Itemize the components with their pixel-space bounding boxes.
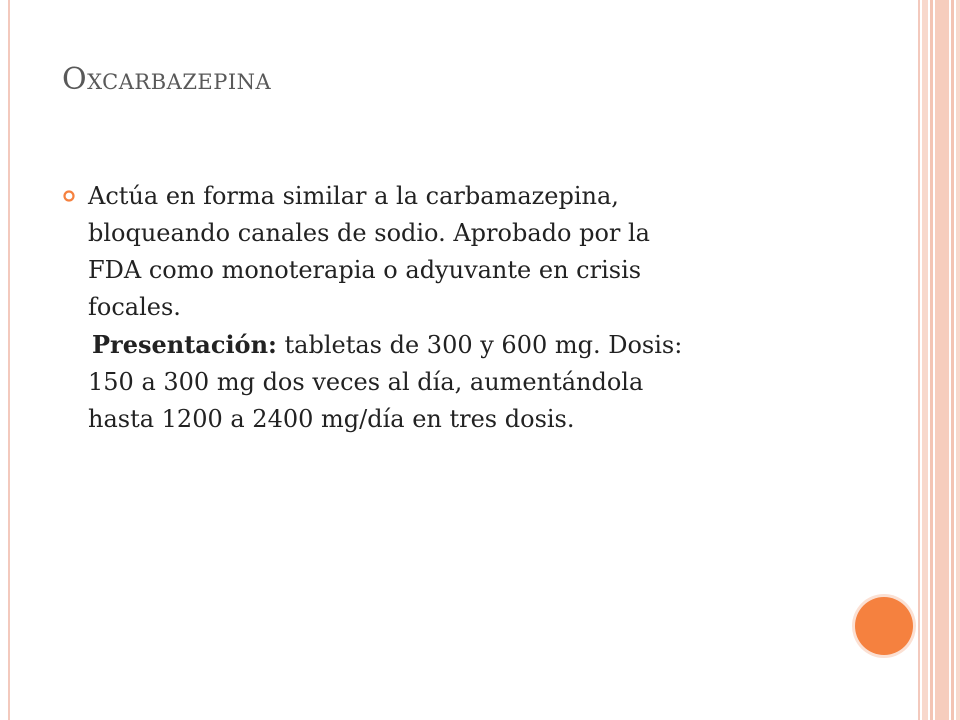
bullet-line [88,326,822,364]
bullet-line: 150 a 300 mg dos veces al día, aumentándola [88,368,644,396]
bullet-line: Actúa en forma similar a la carbamazepina, [88,182,619,210]
decorative-band [956,0,960,720]
bullet-text [84,178,822,438]
bullet-line: hasta 1200 a 2400 mg/día en tres dosis. [88,405,575,433]
presentation-label: Presentación: [92,330,277,359]
decorative-band [922,0,928,720]
decorative-band [951,0,954,720]
circle-bullet-icon [62,178,84,207]
slide-content [62,178,822,438]
slide-title: Oxcarbazepina [62,62,272,97]
presentation-text: tabletas de 300 y 600 mg. Dosis: [276,331,683,359]
decorative-band [935,0,949,720]
bullet-line: FDA como monoterapia o adyuvante en crisis [88,256,642,284]
bullet-line: focales. [88,293,181,321]
orange-circle-decoration [855,597,913,655]
decorative-band [930,0,933,720]
bullet-item [62,178,822,438]
bullet-line: bloqueando canales de sodio. Aprobado por la [88,219,650,247]
